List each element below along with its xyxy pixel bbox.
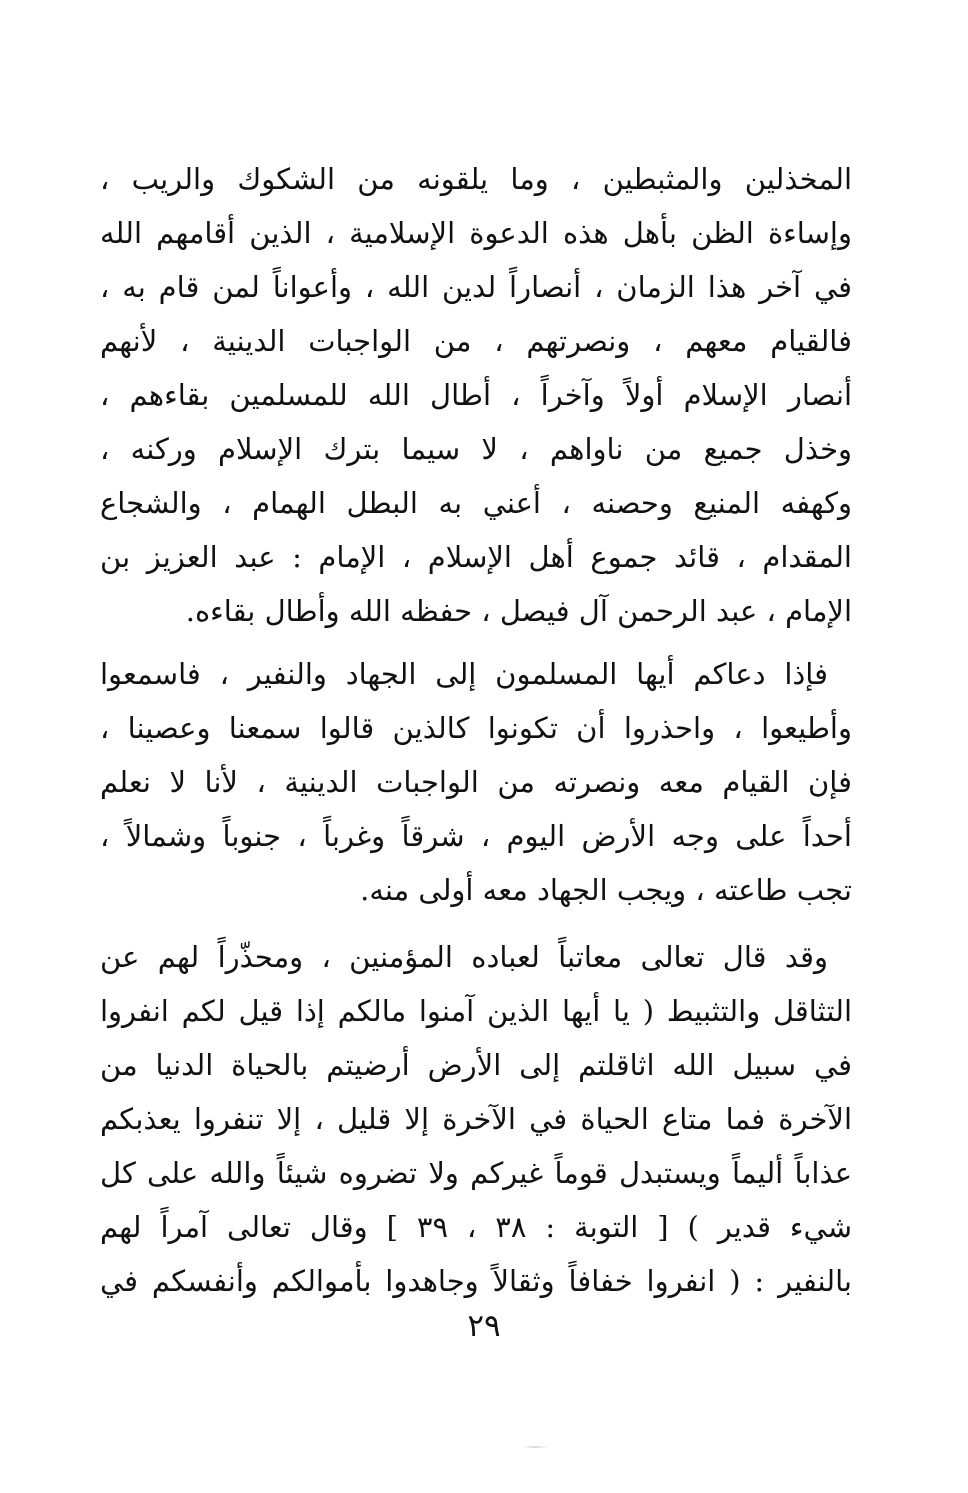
scan-speck — [522, 1446, 548, 1448]
text-line: فإذا دعاكم أيها المسلمون إلى الجهاد والنفير ، فاسمعوا — [100, 657, 828, 691]
text-line: وكهفه المنيع وحصنه ، أعني به البطل الهمام ، والشجاع — [100, 486, 852, 520]
page-number: ٢٩ — [467, 1308, 501, 1344]
text-line: بالنفير : ( انفروا خفافاً وثقالاً وجاهدوا بأموالكم وأنفسكم في — [100, 1264, 852, 1298]
text-line: الآخرة فما متاع الحياة في الآخرة إلا قليل ، إلا تنفروا يعذبكم — [100, 1102, 852, 1136]
text-line: أنصار الإسلام أولاً وآخراً ، أطال الله للمسلمين بقاءهم ، — [100, 378, 852, 412]
text-line: عذاباً أليماً ويستبدل قوماً غيركم ولا تضروه شيئاً والله على كل — [100, 1156, 852, 1190]
text-line: الإمام ، عبد الرحمن آل فيصل ، حفظه الله وأطال بقاءه. — [185, 594, 852, 628]
text-line: فالقيام معهم ، ونصرتهم ، من الواجبات الدينية ، لأنهم — [100, 324, 852, 358]
text-line: شيء قدير ) [ التوبة : ٣٨ ، ٣٩ ] وقال تعالى آمراً لهم — [100, 1210, 853, 1244]
text-line: تجب طاعته ، ويجب الجهاد معه أولى منه. — [360, 873, 852, 907]
text-line: التثاقل والتثبيط ( يا أيها الذين آمنوا مالكم إذا قيل لكم انفروا — [100, 994, 852, 1028]
text-line: وقد قال تعالى معاتباً لعباده المؤمنين ، ومحذّراً لهم عن — [100, 940, 828, 974]
paragraph-3 — [100, 930, 852, 1308]
text-line: فإن القيام معه ونصرته من الواجبات الدينية ، لأنا لا نعلم — [100, 765, 852, 799]
paragraph-1 — [100, 152, 852, 638]
text-line: وخذل جميع من ناواهم ، لا سيما بترك الإسلام وركنه ، — [100, 432, 852, 466]
text-line: المخذلين والمثبطين ، وما يلقونه من الشكوك والريب ، — [100, 162, 852, 196]
text-line: في سبيل الله اثاقلتم إلى الأرض أرضيتم بالحياة الدنيا من — [100, 1048, 852, 1082]
text-line: المقدام ، قائد جموع أهل الإسلام ، الإمام : عبد العزيز بن — [100, 540, 852, 574]
text-line: في آخر هذا الزمان ، أنصاراً لدين الله ، وأعواناً لمن قام به ، — [100, 270, 852, 304]
paragraph-2 — [100, 647, 852, 917]
text-line: أحداً على وجه الأرض اليوم ، شرقاً وغرباً ، جنوباً وشمالاً ، — [100, 819, 852, 853]
text-line: وإساءة الظن بأهل هذه الدعوة الإسلامية ، الذين أقامهم الله — [100, 216, 852, 250]
text-line: وأطيعوا ، واحذروا أن تكونوا كالذين قالوا سمعنا وعصينا ، — [100, 711, 852, 745]
